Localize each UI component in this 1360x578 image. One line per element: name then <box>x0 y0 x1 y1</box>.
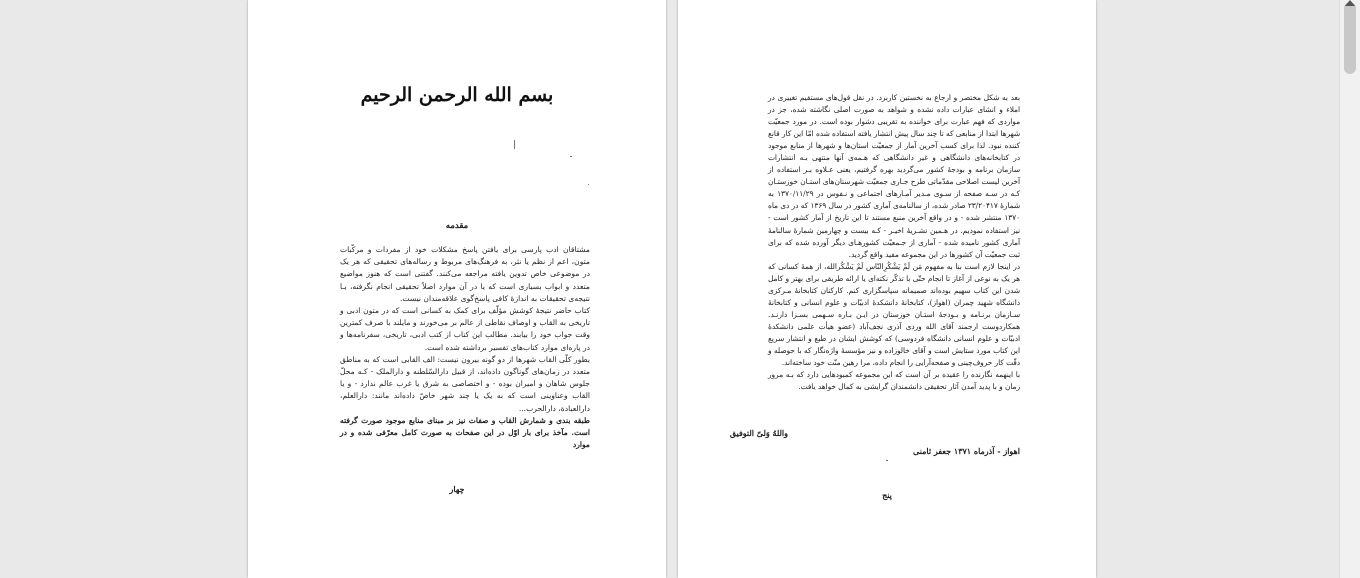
scrollbar-thumb[interactable] <box>1344 2 1356 74</box>
print-speck <box>588 184 589 185</box>
intro-text-body <box>340 244 590 451</box>
print-speck <box>570 156 572 157</box>
paragraph: طبقه بندی و شمارش القاب و صفات نیز بر مبنای منابع موجود صورت گرفته است. مآخذ برای بار اوّل در این صفحات به صورت کامل معرّفی شده و در موارد <box>340 415 590 450</box>
print-speck <box>514 140 515 149</box>
paragraph: کتاب حاضر نتیجهٔ کوشش مؤلّف برای کمک به کسانی است که در متون ادبی و تاریخی به القاب و اوصاف نقاطی از عالم بر می‌خورند و مایلند با صرف کمترین وقت جواب خود را بیابند. مطالب این کتاب از کتب ادبی، تاریخی، سفرنامه‌ها و در پاره‌ای موارد کتاب‌های تفسیر برداشته شده است. <box>340 306 590 352</box>
print-speck <box>886 460 888 461</box>
paragraph: مشتاقان ادب پارسی برای یافتن پاسخ مشکلات خود از مفردات و مرکّبات متون، اعم از نظم یا نثر، به فرهنگ‌های مربوط و رساله‌های تحقیقی که هر یک در موضوعی خاص تدوین یافته مراجعه می‌کنند. گفتنی است که هنوز مواضیع متعدد و ابواب بسیاری است که یا در آن موارد اصلاً تحقیقی انجام نگرفته، یـا نتیجه‌ی تحقیقات به اندازهٔ کافی پاسخ‌گوی علاقه‌مندان نیست. <box>340 245 590 303</box>
document-page-right <box>678 0 1096 578</box>
vertical-scrollbar[interactable] <box>1339 0 1360 578</box>
section-title: مقدمه <box>445 221 469 231</box>
signature-line: اهواز - آذرماه ۱۳۷۱ جعفر ثامنی <box>913 446 1020 456</box>
page-number: چهار <box>449 484 465 494</box>
page-number: پنج <box>882 490 892 500</box>
scroll-up-arrow-icon[interactable] <box>1345 0 1355 6</box>
paragraph: با اینهمه نگارنده را عقیده بر آن است که این مجموعه کمبودهایی دارد که بـه مرور زمان و با پدید آمدن آثار تحقیقی دانشمندان گرایشی به کمال خواهد یافت. <box>768 370 1020 392</box>
paragraph: بعد به شکل مختصر و ارجاع به نخستین کاربرد. در نقل قول‌های مستقیم تغییری در املاء و انشای عبارات داده نشده و شواهد به صورت اصلی نگاشته شده، جز در مواردی که فهم عبارت برای خواننده به تقریبی دشوار بوده است. در مورد جمعیّت شهرها ابتدا از منابعی که تا چند سال پیش انتشار یافته استفاده شده امّا این کار قانع کننده نبود. لذا برای کسب آخرین آمار از جمعیّت استان‌ها و شهرها از منابع موجود در کتابخانه‌های دانشگاهی و غیر دانشگاهی که هـمه‌ی آنها منتهی بـه انتشارات سازمان برنامه و بودجهٔ کشور می‌گردید بهره گرفتیم، یعنی عـلاوه بـر استفاده از آخرین لیست اصلاحی مقدّماتی طرح جـاری جمعیّت شهرستان‌های استـان خوزستـان کـه در سـه صفحه از سـوی مـدیر آمـارهای اجتماعی و نـفوس در ۱۳۷۰/۱۱/۲۹ به شمارهٔ ۲۳/۲۰۴۱۷ صادر شده، از سالنامه‌ی آماری کشور در سال ۱۳۶۹ که در دی ماه ۱۳۷۰ منتشر شده - و در واقع آخرین منبع مستند تا این تاریخ از آمار کشور است - نیز استفاده نمودیم. در هـمین نشـریهٔ اخیـر - کـه بیست و چهارمین شمارهٔ سالنامهٔ آماری کشور نامیده شده - آماری از جـمعیّت کشورهـای دیگر آورده شده که برای ثبت جمعیّت آن کشورها در این مجموعه مفید واقع گردید. <box>768 93 1021 259</box>
paragraph: بطور کلّی القاب شهرها از دو گونه بیرون نیست: الف القابی است که به مناطق متعدد در زمان‌های گوناگون داده‌اند، از قبیل دارالسّلطنه و دارالملک - کـه محلّ جلوس شاهان و امیران بوده - و اختصاصی به شرق یا غرب عالم ندارد - و یا القاب وعناوینی است که به یک یا چند شهر خاصّ داده‌اند مانند: دارالعلم، دارالعبادة، دارالحرب... <box>340 354 590 413</box>
document-page-left <box>248 0 666 578</box>
text-body <box>768 92 1020 393</box>
paragraph: در اینجا لازم است بنا به مفهوم مَن لَمْ یَشْکُرِالنّاس لَمْ یَشْکُرالله، از همهٔ کسانی که هر یک به نوعی از آغاز تا انجام حتّی با تذکّر نکته‌ای یا ارائه طریقی برای بهتر و کامل شدن این کتاب سهیم بوده‌اند صمیمانه سپاسگزاری کنم. کارکنان کتابخانهٔ مـرکزی دانشگاه شهید چمران (اهواز)، کتابخانهٔ دانشکدهٔ ادبیّات و علوم انسانی و کتابخانهٔ سـازمان برنـامه و بـودجهٔ استـان خوزستان در ایـن بـاره سـهمی بسـزا دارنـد. همکاردوست ارجمند آقای الله وردی آذری نجف‌آباد (عضو هیأت علمی دانشکدهٔ ادبیّات و علوم انسانی دانشگاه فردوسی) که کوشش ایشان در طبع و انتشار سریع این کتاب مورد ستایش است و آقای خالوزاده و نیز مؤسسهٔ واژه‌نگار که با حوصله و دقّت کار حروف‌چینی و صفحه‌آرایی را انجام داده، مرا رهین منّت خود ساخته‌اند. <box>768 261 1020 368</box>
basmala-heading: بسم الله الرحمن الرحیم <box>360 84 554 106</box>
closing-line: واللهُ وَلیّ التوفیق <box>729 428 788 438</box>
